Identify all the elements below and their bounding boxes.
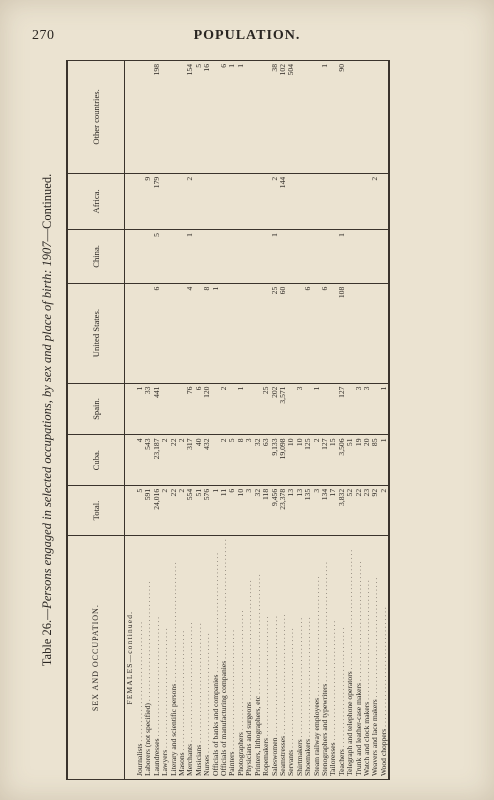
value-cell (228, 383, 236, 435)
value-cell: 3,571 (279, 383, 287, 435)
dot-leader: . . . . . . . . . . . . . . . . . . . . . . . . . . . . . . . . (361, 580, 371, 702)
occupation-name: Steam railway employees . . . . . . . . . . . . . . . . . . . . . . . . . . . . . . . . (313, 536, 321, 780)
occupation-name: Painters . . . . . . . . . . . . . . . . . . . . . . . . . . . . . . . . (228, 536, 236, 780)
value-cell (380, 173, 389, 229)
value-cell (245, 230, 253, 284)
value-cell: 1 (338, 230, 346, 284)
value-cell: 3 (245, 485, 253, 535)
value-cell: 22 (355, 485, 363, 535)
header-row (67, 61, 125, 780)
value-cell (161, 61, 169, 174)
value-cell (321, 173, 329, 229)
value-cell: 6 (321, 283, 329, 383)
dot-leader: . . . . . . . . . . . . . . . . . . . . . . . . . . . . . . . . (151, 616, 161, 739)
value-cell: 51 (195, 485, 203, 535)
value-cell: 9,456 (271, 485, 279, 535)
value-cell (170, 173, 178, 229)
value-cell (195, 230, 203, 284)
value-cell (355, 283, 363, 383)
value-cell: 40 (195, 435, 203, 485)
occupation-name: Telegraph and telephone operators . . . . . . . . . . . . . . . . . . . . . . . . . . . . . . . . (346, 536, 354, 780)
occupation-name: Saleswomen . . . . . . . . . . . . . . . . . . . . . . . . . . . . . . . . (271, 536, 279, 780)
value-cell: 32 (254, 485, 262, 535)
dot-leader: . . . . . . . . . . . . . . . . . . . . . . . . . . . . . . . . (219, 539, 229, 661)
value-cell (228, 283, 236, 383)
value-cell: 118 (262, 485, 270, 535)
value-cell (363, 230, 371, 284)
value-cell (237, 230, 245, 284)
value-cell (178, 283, 186, 383)
value-cell (245, 61, 253, 174)
value-cell (161, 383, 169, 435)
value-cell (355, 61, 363, 174)
value-cell: 19 (355, 435, 363, 485)
occupation-name: Watch and clock makers . . . . . . . . . . . . . . . . . . . . . . . . . . . . . . . . (363, 536, 371, 780)
value-cell (254, 173, 262, 229)
value-cell: 3 (245, 435, 253, 485)
occupation-name: Wood choppers . . . . . . . . . . . . . . . . . . . . . . . . . . . . . . . . (380, 536, 389, 780)
value-cell: 1 (136, 383, 144, 435)
value-cell (228, 230, 236, 284)
value-cell: 1 (321, 61, 329, 174)
value-cell: 11 (220, 485, 228, 535)
value-cell: 23,187 (153, 435, 161, 485)
occupation-name: Musicians . . . . . . . . . . . . . . . . . . . . . . . . . . . . . . . . (195, 536, 203, 780)
value-cell: 17 (329, 485, 337, 535)
value-cell: 1 (380, 383, 389, 435)
value-cell: 16 (203, 61, 211, 174)
caption-suffix: —Continued. (40, 173, 54, 242)
value-cell: 9,133 (271, 435, 279, 485)
dot-leader: . . . . . . . . . . . . . . . . . . . . . . . . . . . . . . . . (311, 576, 321, 698)
value-cell: 441 (153, 383, 161, 435)
col-header-spain: Spain. (67, 383, 125, 435)
value-cell: 1 (271, 230, 279, 284)
occupation-name: Shirtmakers . . . . . . . . . . . . . . . . . . . . . . . . . . . . . . . . (296, 536, 304, 780)
value-cell: 8 (237, 435, 245, 485)
value-cell (170, 61, 178, 174)
dot-leader: . . . . . . . . . . . . . . . . . . . . . . . . . . . . . . . . (353, 561, 363, 684)
value-cell: 1 (380, 435, 389, 485)
value-cell (296, 173, 304, 229)
value-cell (228, 173, 236, 229)
value-cell (254, 283, 262, 383)
value-cell: 154 (186, 61, 194, 174)
value-cell (346, 61, 354, 174)
value-cell (262, 283, 270, 383)
value-cell: 2 (186, 173, 194, 229)
value-cell (237, 283, 245, 383)
occupation-name: Merchants . . . . . . . . . . . . . . . . . . . . . . . . . . . . . . . . (186, 536, 194, 780)
value-cell (136, 283, 144, 383)
value-cell (254, 61, 262, 174)
value-cell: 5 (136, 485, 144, 535)
value-cell (371, 383, 379, 435)
value-cell: 2 (220, 435, 228, 485)
value-cell: 38 (271, 61, 279, 174)
value-cell (346, 173, 354, 229)
value-cell: 504 (287, 61, 295, 174)
value-cell (262, 61, 270, 174)
dot-leader: . . . . . . . . . . . . . . . . . . . . . . . . . . . . . . . . (177, 630, 187, 753)
dot-leader: . . . . . . . . . . . . . . . . . . . . . . . . . . . . . . . . (277, 614, 287, 736)
value-cell (245, 283, 253, 383)
value-cell (144, 230, 152, 284)
dot-leader: . . . . . . . . . . . . . . . . . . . . . . . . . . . . . . . . (286, 628, 296, 750)
value-cell: 108 (338, 283, 346, 383)
value-cell (220, 230, 228, 284)
occupation-name: Tailoresses . . . . . . . . . . . . . . . . . . . . . . . . . . . . . . . . (329, 536, 337, 780)
occupation-name: Seamstresses . . . . . . . . . . . . . . . . . . . . . . . . . . . . . . . . (279, 536, 287, 780)
value-cell: 2 (161, 435, 169, 485)
caption-text: —Persons engaged in selected occupations, by sex and place of birth: 1907 (40, 241, 54, 620)
value-cell (144, 61, 152, 174)
value-cell: 2 (161, 485, 169, 535)
dot-leader: . . . . . . . . . . . . . . . . . . . . . . . . . . . . . . . . (210, 552, 220, 675)
value-cell: 1 (237, 383, 245, 435)
value-cell (144, 283, 152, 383)
value-cell: 63 (262, 435, 270, 485)
value-cell (371, 230, 379, 284)
value-cell: 24,016 (153, 485, 161, 535)
value-cell (212, 435, 220, 485)
value-cell: 2 (380, 485, 389, 535)
dot-leader: . . . . . . . . . . . . . . . . . . . . . . . . . . . . . . . . (193, 623, 203, 745)
dot-leader: . . . . . . . . . . . . . . . . . . . . . . . . . . . . . . . . (370, 577, 380, 700)
value-cell: 591 (144, 485, 152, 535)
value-cell (212, 383, 220, 435)
value-cell: 32 (254, 435, 262, 485)
value-cell (178, 173, 186, 229)
value-cell (296, 283, 304, 383)
value-cell: 33 (144, 383, 152, 435)
value-cell: 2 (178, 485, 186, 535)
occupation-name: Shoemakers . . . . . . . . . . . . . . . . . . . . . . . . . . . . . . . . (304, 536, 312, 780)
value-cell: 2 (271, 173, 279, 229)
value-cell (212, 230, 220, 284)
col-header-cuba: Cuba. (67, 435, 125, 485)
value-cell: 5 (228, 435, 236, 485)
dot-leader: . . . . . . . . . . . . . . . . . . . . . . . . . . . . . . . . (160, 628, 170, 750)
subheading-females: FEMALES—continued. (125, 536, 137, 780)
value-cell: 6 (195, 383, 203, 435)
value-cell (313, 283, 321, 383)
value-cell: 3,506 (338, 435, 346, 485)
value-cell (304, 173, 312, 229)
dot-leader: . . . . . . . . . . . . . . . . . . . . . . . . . . . . . . . . (135, 622, 144, 744)
occupation-name: Photographers . . . . . . . . . . . . . . . . . . . . . . . . . . . . . . . . (237, 536, 245, 780)
value-cell: 19,098 (279, 435, 287, 485)
value-cell (321, 230, 329, 284)
value-cell (363, 61, 371, 174)
value-cell: 4 (186, 283, 194, 383)
occupation-name: Printers, lithographers, etc . . . . . . . . . . . . . . . . . . . . . . . . . . . . . . . . (254, 536, 262, 780)
value-cell: 3 (355, 383, 363, 435)
value-cell (329, 230, 337, 284)
value-cell: 1 (212, 283, 220, 383)
value-cell (161, 283, 169, 383)
value-cell: 15 (329, 435, 337, 485)
value-cell: 3 (296, 383, 304, 435)
value-cell: 576 (203, 485, 211, 535)
value-cell: 2 (313, 435, 321, 485)
dot-leader: . . . . . . . . . . . . . . . . . . . . . . . . . . . . . . . . (261, 616, 271, 739)
value-cell (170, 230, 178, 284)
value-cell: 135 (304, 485, 312, 535)
rotated-content (40, 60, 480, 780)
value-cell (161, 230, 169, 284)
value-cell: 25 (262, 383, 270, 435)
value-cell: 125 (304, 435, 312, 485)
value-cell: 4 (136, 435, 144, 485)
dot-leader: . . . . . . . . . . . . . . . . . . . . . . . . . . . . . . . . (235, 610, 245, 733)
value-cell: 8 (203, 283, 211, 383)
col-header-africa: Africa. (67, 173, 125, 229)
value-cell (355, 230, 363, 284)
value-cell: 127 (338, 383, 346, 435)
value-cell (371, 283, 379, 383)
value-cell (279, 230, 287, 284)
value-cell: 6 (304, 283, 312, 383)
value-cell: 1 (237, 61, 245, 174)
value-cell (329, 61, 337, 174)
value-cell: 10 (237, 485, 245, 535)
value-cell: 127 (321, 435, 329, 485)
value-cell (380, 230, 389, 284)
occupation-table (66, 60, 390, 780)
occupation-name: Servants . . . . . . . . . . . . . . . . . . . . . . . . . . . . . . . . (287, 536, 295, 780)
value-cell: 2 (220, 383, 228, 435)
value-cell (262, 173, 270, 229)
value-cell (296, 230, 304, 284)
value-cell: 52 (346, 485, 354, 535)
dot-leader: . . . . . . . . . . . . . . . . . . . . . . . . . . . . . . . . (336, 627, 346, 750)
table-row (380, 61, 389, 780)
value-cell: 23,378 (279, 485, 287, 535)
value-cell: 3,832 (338, 485, 346, 535)
value-cell (355, 173, 363, 229)
value-cell (304, 383, 312, 435)
value-cell (220, 283, 228, 383)
value-cell: 85 (371, 435, 379, 485)
value-cell (313, 230, 321, 284)
value-cell: 5 (195, 61, 203, 174)
value-cell (287, 283, 295, 383)
value-cell: 179 (153, 173, 161, 229)
value-cell: 317 (186, 435, 194, 485)
dot-leader: . . . . . . . . . . . . . . . . . . . . . . . . . . . . . . . . (168, 562, 178, 684)
value-cell: 25 (271, 283, 279, 383)
value-cell (212, 173, 220, 229)
value-cell: 10 (296, 435, 304, 485)
value-cell: 90 (338, 61, 346, 174)
value-cell: 9 (144, 173, 152, 229)
value-cell (245, 173, 253, 229)
value-cell: 20 (363, 435, 371, 485)
value-cell (195, 283, 203, 383)
occupation-name: Lawyers . . . . . . . . . . . . . . . . . . . . . . . . . . . . . . . . (161, 536, 169, 780)
value-cell: 144 (279, 173, 287, 229)
value-cell (329, 283, 337, 383)
value-cell (346, 230, 354, 284)
value-cell (237, 173, 245, 229)
running-head: POPULATION. (193, 28, 301, 43)
value-cell (136, 61, 144, 174)
value-cell: 1 (228, 61, 236, 174)
occupation-name: Teachers . . . . . . . . . . . . . . . . . . . . . . . . . . . . . . . . (338, 536, 346, 780)
dot-leader: . . . . . . . . . . . . . . . . . . . . . . . . . . . . . . . . (269, 616, 279, 738)
value-cell (195, 173, 203, 229)
value-cell: 3 (313, 485, 321, 535)
value-cell: 60 (279, 283, 287, 383)
value-cell (380, 61, 389, 174)
col-header-united-states: United States. (67, 283, 125, 383)
table-caption (40, 60, 66, 780)
value-cell: 22 (170, 485, 178, 535)
value-cell: 3 (363, 383, 371, 435)
occupation-name: Laborers (not specified) . . . . . . . . . . . . . . . . . . . . . . . . . . . . . . . . (144, 536, 152, 780)
caption-prefix: Table 26. (40, 619, 54, 667)
value-cell: 5 (153, 230, 161, 284)
occupation-name: Nurses . . . . . . . . . . . . . . . . . . . . . . . . . . . . . . . . (203, 536, 211, 780)
dot-leader: . . . . . . . . . . . . . . . . . . . . . . . . . . . . . . . . (252, 574, 262, 696)
occupation-name: Officials of banks and companies . . . . . . . . . . . . . . . . . . . . . . . . . . . . . . . . (212, 536, 220, 780)
value-cell (304, 230, 312, 284)
value-cell (136, 230, 144, 284)
value-cell: 23 (363, 485, 371, 535)
value-cell (170, 283, 178, 383)
occupation-name: Physicians and surgeons . . . . . . . . . . . . . . . . . . . . . . . . . . . . . . . . (245, 536, 253, 780)
value-cell (212, 61, 220, 174)
table-body (125, 61, 390, 780)
value-cell: 543 (144, 435, 152, 485)
occupation-name: Masons . . . . . . . . . . . . . . . . . . . . . . . . . . . . . . . . (178, 536, 186, 780)
value-cell: 554 (186, 485, 194, 535)
value-cell (304, 61, 312, 174)
value-cell (363, 283, 371, 383)
value-cell (203, 173, 211, 229)
value-cell: 22 (170, 435, 178, 485)
occupation-name: Officials of manufacturing companies . . . . . . . . . . . . . . . . . . . . . . . . . . . . . . . . (220, 536, 228, 780)
occupation-name: Trunk and leather-case makers . . . . . . . . . . . . . . . . . . . . . . . . . . . . . . . . (355, 536, 363, 780)
value-cell: 202 (271, 383, 279, 435)
dot-leader: . . . . . . . . . . . . . . . . . . . . . . . . . . . . . . . . (345, 549, 355, 672)
dot-leader: . . . . . . . . . . . . . . . . . . . . . . . . . . . . . . . . (294, 617, 304, 740)
value-cell: 198 (153, 61, 161, 174)
value-cell (346, 383, 354, 435)
dot-leader: . . . . . . . . . . . . . . . . . . . . . . . . . . . . . . . . (227, 630, 237, 752)
value-cell: 92 (371, 485, 379, 535)
value-cell (287, 230, 295, 284)
value-cell: 1 (212, 485, 220, 535)
value-cell (313, 61, 321, 174)
col-header-total: Total. (67, 485, 125, 535)
occupation-name: Weavers and lace makers . . . . . . . . . . . . . . . . . . . . . . . . . . . . . . . . (371, 536, 379, 780)
value-cell: 134 (321, 485, 329, 535)
value-cell (380, 283, 389, 383)
dot-leader: . . . . . . . . . . . . . . . . . . . . . . . . . . . . . . . . (303, 617, 313, 739)
col-header-occupation: SEX AND OCCUPATION. (67, 536, 125, 780)
value-cell: 13 (296, 485, 304, 535)
value-cell (178, 61, 186, 174)
dot-leader: . . . . . . . . . . . . . . . . . . . . . . . . . . . . . . . . (143, 581, 153, 704)
value-cell: 76 (186, 383, 194, 435)
dot-leader: . . . . . . . . . . . . . . . . . . . . . . . . . . . . . . . . (185, 622, 195, 744)
value-cell (346, 283, 354, 383)
value-cell: 1 (313, 383, 321, 435)
value-cell: 10 (287, 435, 295, 485)
value-cell (287, 383, 295, 435)
dot-leader: . . . . . . . . . . . . . . . . . . . . . . . . . . . . . . . . (319, 562, 329, 684)
dot-leader: . . . . . . . . . . . . . . . . . . . . . . . . . . . . . . . . (244, 580, 254, 702)
occupation-name: Literary and scientific persons . . . . . . . . . . . . . . . . . . . . . . . . . . . . . . . . (170, 536, 178, 780)
value-cell (203, 230, 211, 284)
value-cell: 2 (371, 173, 379, 229)
value-cell: 432 (203, 435, 211, 485)
value-cell (161, 173, 169, 229)
value-cell (170, 383, 178, 435)
value-cell (136, 173, 144, 229)
value-cell (338, 173, 346, 229)
value-cell (287, 173, 295, 229)
col-header-other-countries: Other countries. (67, 61, 125, 174)
value-cell (296, 61, 304, 174)
value-cell (178, 230, 186, 284)
dot-leader: . . . . . . . . . . . . . . . . . . . . . . . . . . . . . . . . (378, 607, 388, 729)
occupation-name: Ropemakers . . . . . . . . . . . . . . . . . . . . . . . . . . . . . . . . (262, 536, 270, 780)
occupation-name: Stenographers and typewriters . . . . . . . . . . . . . . . . . . . . . . . . . . . . . . . . (321, 536, 329, 780)
value-cell: 120 (203, 383, 211, 435)
value-cell (245, 383, 253, 435)
value-cell: 13 (287, 485, 295, 535)
value-cell (329, 173, 337, 229)
value-cell (262, 230, 270, 284)
value-cell (313, 173, 321, 229)
dot-leader: . . . . . . . . . . . . . . . . . . . . . . . . . . . . . . . . (202, 633, 212, 755)
page-number: 270 (32, 28, 55, 43)
value-cell: 6 (228, 485, 236, 535)
col-header-china: China. (67, 230, 125, 284)
value-cell (363, 173, 371, 229)
occupation-name: Journalists . . . . . . . . . . . . . . . . . . . . . . . . . . . . . . . . (136, 536, 144, 780)
value-cell: 2 (178, 435, 186, 485)
occupation-name: Laundresses . . . . . . . . . . . . . . . . . . . . . . . . . . . . . . . . (153, 536, 161, 780)
value-cell (321, 383, 329, 435)
value-cell: 6 (153, 283, 161, 383)
value-cell: 102 (279, 61, 287, 174)
value-cell: 6 (220, 61, 228, 174)
value-cell (371, 61, 379, 174)
value-cell (254, 230, 262, 284)
value-cell: 51 (346, 435, 354, 485)
dot-leader: . . . . . . . . . . . . . . . . . . . . . . . . . . . . . . . . (328, 620, 338, 743)
value-cell: 1 (186, 230, 194, 284)
value-cell (220, 173, 228, 229)
